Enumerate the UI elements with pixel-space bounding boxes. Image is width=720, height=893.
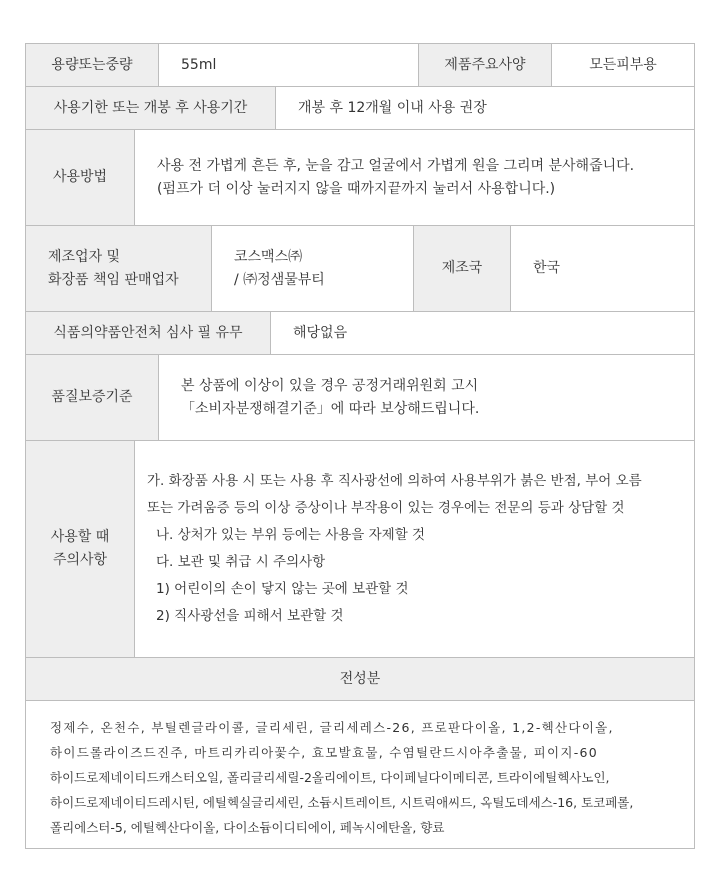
maker-label-line: 제조업자 및: [48, 248, 121, 265]
expiry-value: 개봉 후 12개월 이내 사용 권장: [298, 99, 487, 116]
ingredient-line: 하이드롤라이즈드진주, 마트리카리아꽃수, 효모발효물, 수염틸란드시아추출물, 피이지-60: [50, 745, 599, 760]
ingredient-line: 폴리에스터-5, 에틸헥산다이올, 다이소듐이디티에이, 페녹시에탄올, 향료: [50, 820, 445, 835]
row-ingredients-header: [26, 658, 694, 701]
expiry-label: 사용기한 또는 개봉 후 사용기간: [26, 87, 276, 129]
volume-value: 55ml: [181, 56, 217, 73]
caution-label: [26, 441, 135, 657]
caution-line: 또는 가려움증 등의 이상 증상이나 부작용이 있는 경우에는 전문의 등과 상담할 것: [147, 500, 625, 516]
mfds-label: 식품의약품안전처 심사 필 유무: [26, 312, 271, 354]
row-expiry: [26, 87, 694, 130]
caution-line: 2) 직사광선을 피해서 보관할 것: [156, 608, 344, 624]
spec-label: 제품주요사양: [418, 44, 552, 86]
maker-value-line: / ㈜정샘물뷰티: [234, 271, 325, 288]
usage-label: 사용방법: [26, 130, 135, 225]
maker-label-line: 화장품 책임 판매업자: [48, 271, 179, 288]
caution-line: 가. 화장품 사용 시 또는 사용 후 직사광선에 의하여 사용부위가 붉은 반점, 부어 오름: [147, 473, 642, 489]
maker-label: [26, 226, 212, 311]
ingredient-line: 정제수, 온천수, 부틸렌글라이콜, 글리세린, 글리세레스-26, 프로판다이올, 1,2-헥산다이올,: [50, 720, 614, 735]
ingredient-line: 하이드로제네이티드레시틴, 에틸헥실글리세린, 소듐시트레이트, 시트릭애씨드, 옥틸도데세스-16, 토코페롤,: [50, 795, 634, 810]
row-volume: [26, 44, 694, 87]
product-info-table: [25, 43, 695, 849]
caution-label-line: 사용할 때: [50, 529, 110, 545]
row-usage: [26, 130, 694, 226]
ingredient-line: 하이드로제네이티드캐스터오일, 폴리글리세릴-2올리에이트, 다이페닐다이메티콘, 트라이에틸헥사노인,: [50, 770, 610, 785]
caution-label-line: 주의사항: [52, 552, 108, 568]
usage-line: 사용 전 가볍게 흔든 후, 눈을 감고 얼굴에서 가볍게 원을 그리며 분사해줍니다.: [157, 157, 635, 174]
spec-value: 모든피부용: [589, 56, 657, 73]
country-value: 한국: [533, 260, 561, 276]
quality-line: 본 상품에 이상이 있을 경우 공정거래위원회 고시: [181, 377, 479, 394]
quality-label: 품질보증기준: [26, 355, 159, 440]
usage-text: [135, 130, 694, 225]
ingredients-lines: [50, 715, 633, 840]
row-caution: [26, 441, 694, 658]
quality-line: 「소비자분쟁해결기준」에 따라 보상해드립니다.: [181, 400, 480, 417]
quality-text: [159, 355, 694, 440]
row-maker: [26, 226, 694, 312]
ingredients-label: 전성분: [26, 658, 694, 700]
row-quality: [26, 355, 694, 441]
maker-value: [212, 226, 413, 311]
volume-label: 용량또는중량: [26, 44, 159, 86]
country-label: 제조국: [413, 226, 511, 311]
caution-line: 다. 보관 및 취급 시 주의사항: [156, 554, 326, 570]
maker-value-line: 코스맥스㈜: [234, 248, 303, 265]
row-mfds: [26, 312, 694, 355]
caution-text: [135, 441, 694, 657]
ingredients-text: [26, 715, 694, 845]
usage-line: (펌프가 더 이상 눌러지지 않을 때까지끝까지 눌러서 사용합니다.): [157, 180, 556, 197]
caution-line: 나. 상처가 있는 부위 등에는 사용을 자제할 것: [156, 527, 426, 543]
mfds-value: 해당없음: [293, 324, 348, 341]
caution-line: 1) 어린이의 손이 닿지 않는 곳에 보관할 것: [156, 581, 409, 597]
